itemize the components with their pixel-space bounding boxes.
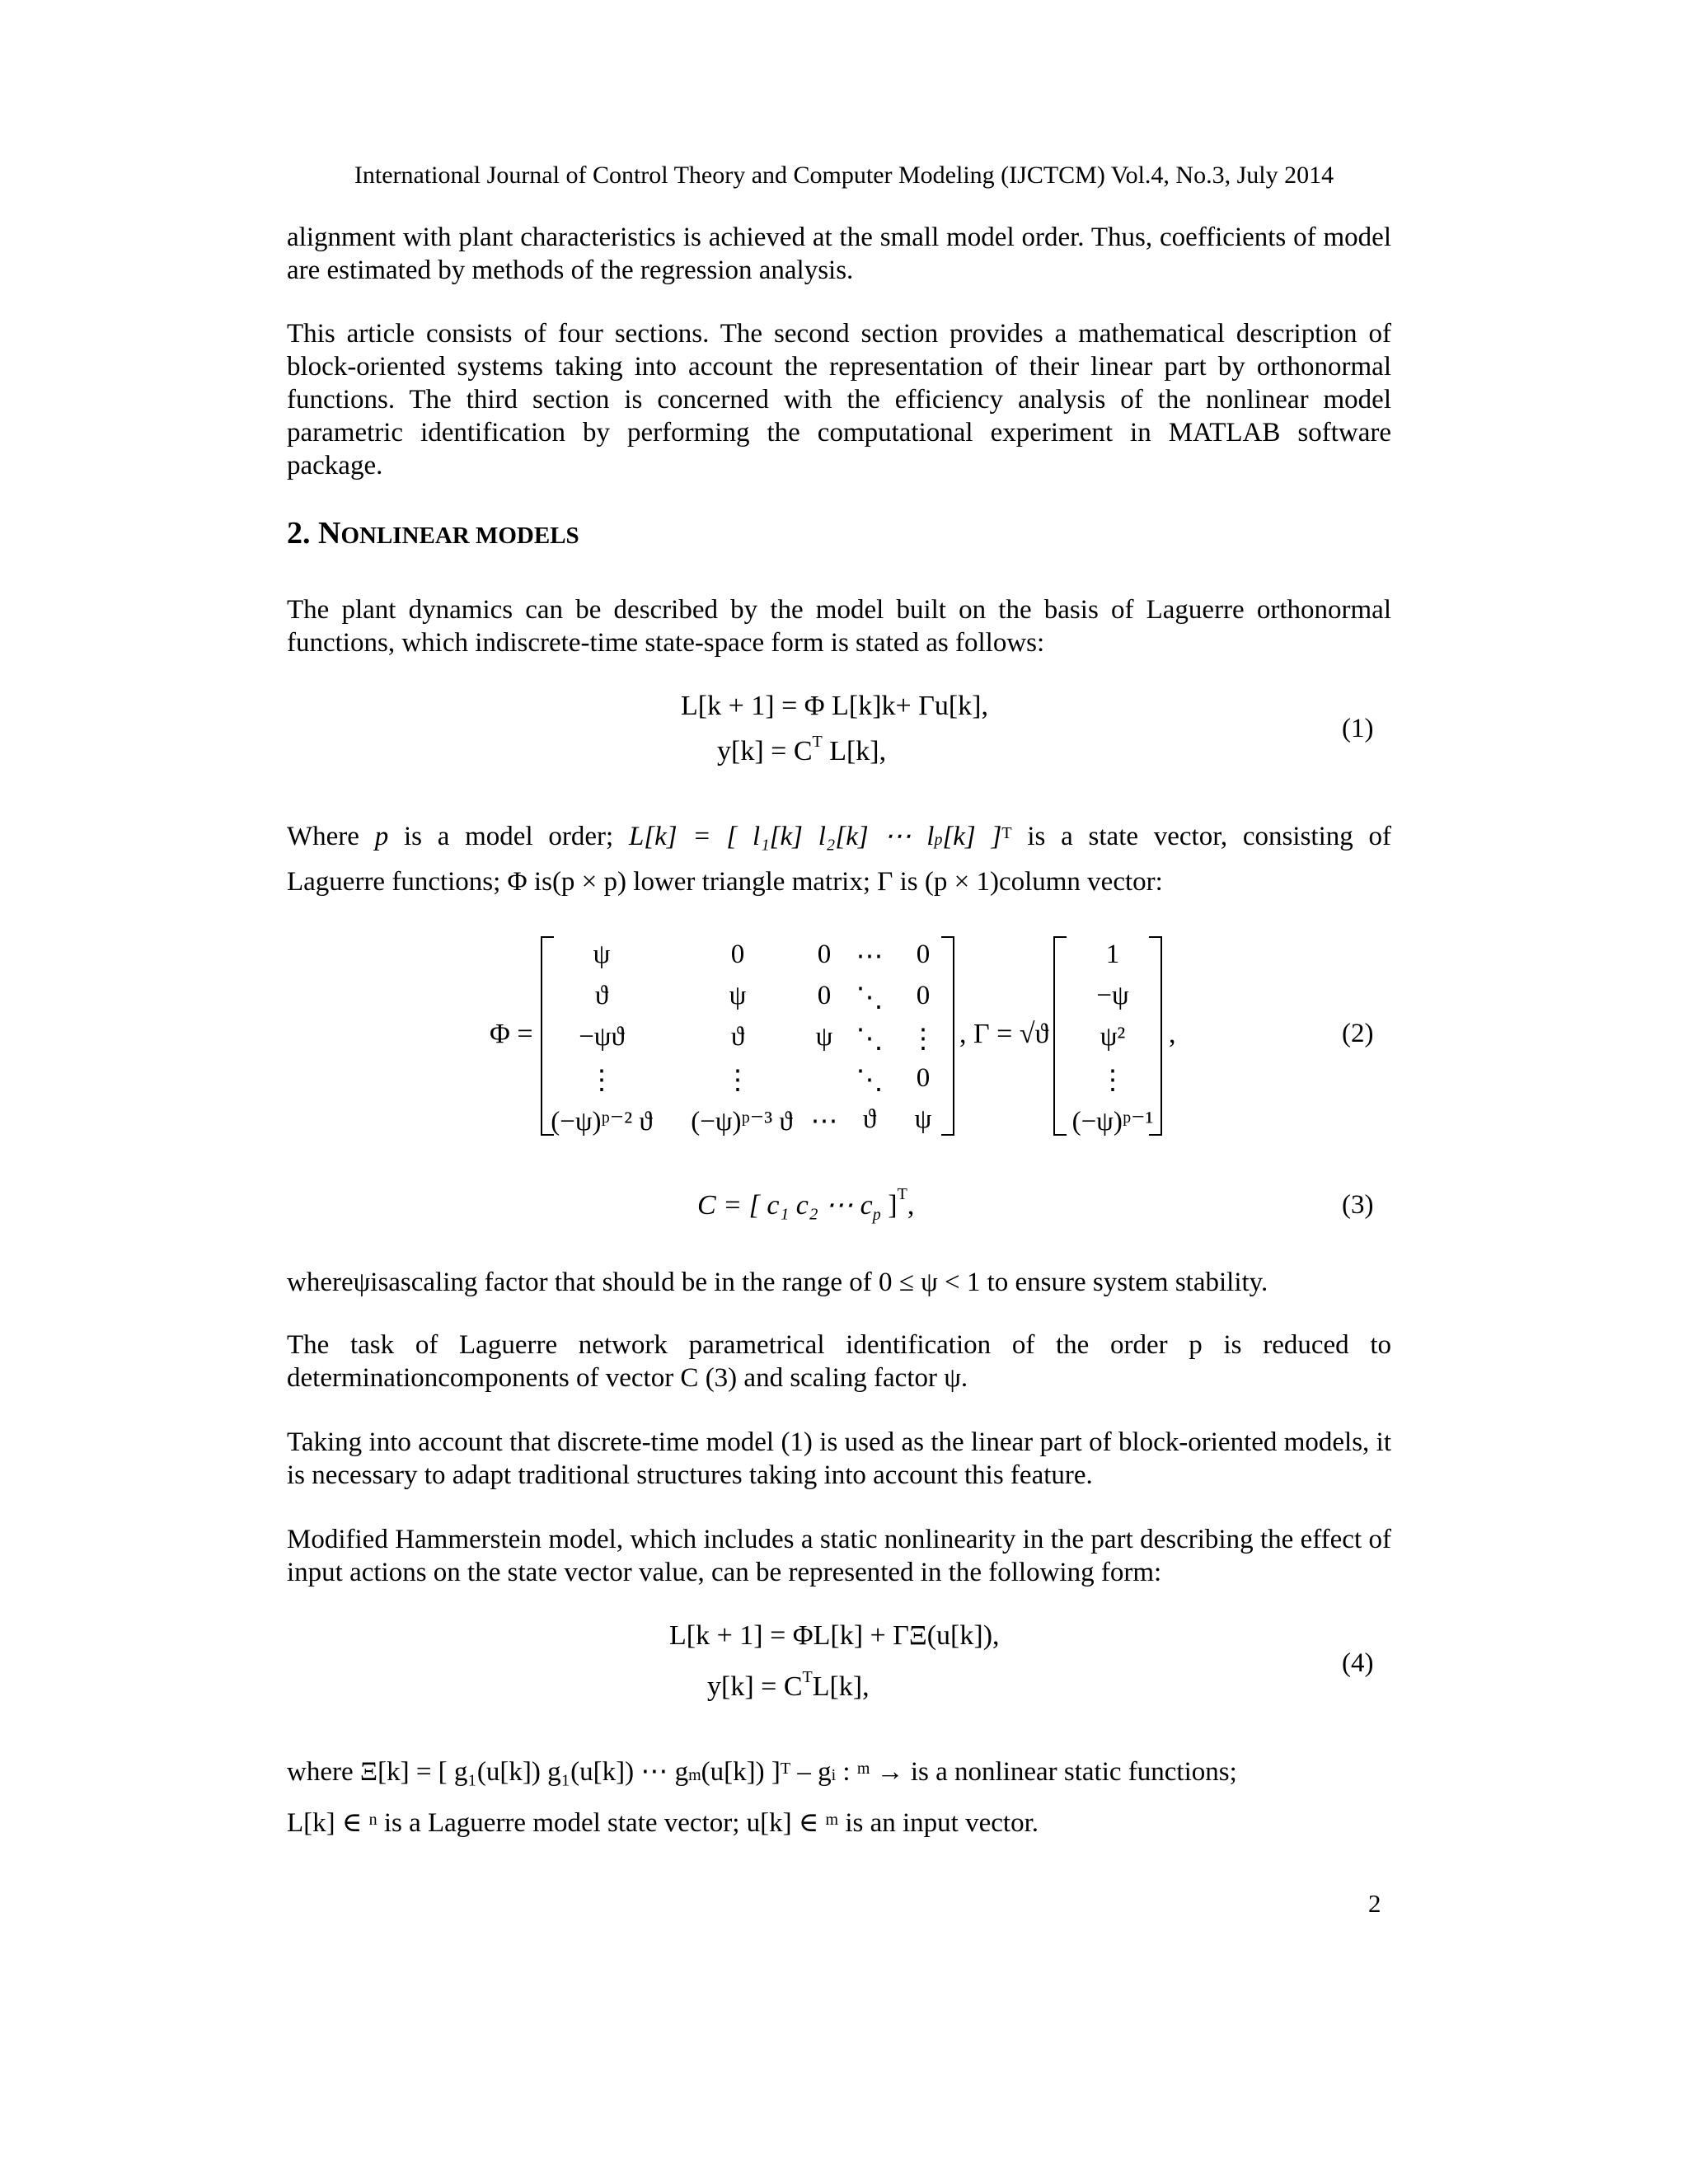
phi-cell: 0 (916, 1063, 931, 1093)
page-number: 2 (1368, 1889, 1381, 1918)
phi-cell: 0 (730, 940, 745, 969)
phi-cell: ϑ (730, 1022, 745, 1052)
phi-cell: ⋱ (856, 1066, 884, 1095)
phi-cell: ψ (914, 1104, 932, 1134)
phi-cell: ϑ (594, 981, 609, 1010)
gamma-cell: (−ψ)ᵖ⁻¹ (1071, 1107, 1154, 1137)
phi-cell: ψ (729, 981, 747, 1010)
paragraph-adapt: Taking into account that discrete-time model (1) is used as the linear part of block-oriented models, it is necessary to adapt traditional structures taking into account this feature. (287, 1427, 1391, 1490)
phi-cell: ⋱ (856, 1024, 884, 1054)
phi-cell: ψ (593, 940, 611, 969)
phi-cell: (−ψ)ᵖ⁻² ϑ (551, 1107, 653, 1137)
journal-header: International Journal of Control Theory and Computer Modeling (IJCTCM) Vol.4, No.3, July 2014 (354, 162, 1334, 189)
equation-2-comma: , (1169, 1019, 1176, 1049)
state-input-vector-line: L[k] ∈ $^n$ is a Laguerre model state vector; u[k] ∈ $^m$ is an input vector. (287, 1808, 1039, 1838)
xi-definition-line: where Ξ[k] = [ g₁(u[k]) g₁(u[k]) ⋯ $g_m(u[k])$ ]$^T - g_i$ : $^m$ → is a nonlinear static functions; (287, 1757, 1237, 1787)
gamma-cell: 1 (1105, 940, 1120, 969)
phi-cell: −ψϑ (579, 1022, 625, 1052)
gamma-label: , Γ = √ϑ (959, 1019, 1049, 1049)
phi-label: Φ = (490, 1019, 533, 1049)
paragraph-task: The task of Laguerre network parametrical identification of the order p is reduced to determinationcomponents of vector C (3) and scaling factor ψ. (287, 1330, 1391, 1393)
phi-cell: ψ (815, 1022, 833, 1052)
phi-cell: ⋱ (856, 983, 884, 1013)
equation-number-4: (4) (1342, 1648, 1374, 1678)
where-state-vector-line: Where p is a model order; L[k] = [ l₁[k] l₂[k] ⋯ $l_p[k]$ ]$^T$ is a state vector, consisting of (287, 822, 1391, 851)
phi-cell: ⋯ (810, 1107, 838, 1137)
phi-cell: 0 (916, 940, 931, 969)
phi-cell: ϑ (862, 1104, 877, 1134)
equation-4-line-1: L[k + 1] = ΦL[k] + ΓΞ(u[k]), (669, 1620, 1000, 1651)
paragraph-hammerstein: Modified Hammerstein model, which includes a static nonlinearity in the part describing the effect of input actions on the state vector value, can be represented in the following form: (287, 1525, 1391, 1587)
gamma-cell: ψ² (1100, 1022, 1126, 1052)
equation-number-1: (1) (1342, 714, 1374, 743)
equation-number-2: (2) (1342, 1019, 1374, 1048)
paragraph-plant-dynamics: The plant dynamics can be described by the model built on the basis of Laguerre orthonormal functions, which indiscrete-time state-space form is stated as follows: (287, 595, 1391, 658)
phi-cell: 0 (817, 940, 832, 969)
section-heading: 2. NONLINEAR MODELS (287, 516, 579, 551)
equation-4-line-2: $y[k] = C^TL[k]$, (707, 1668, 870, 1702)
equation-1-line-1: L[k + 1] = Φ L[k]k+ Γu[k], (681, 691, 989, 721)
phi-cell: (−ψ)ᵖ⁻³ ϑ (691, 1107, 793, 1137)
gamma-cell: ⋮ (1099, 1066, 1127, 1095)
phi-cell: 0 (817, 981, 832, 1010)
equation-number-3: (3) (1342, 1190, 1374, 1220)
laguerre-functions-line: Laguerre functions; Φ is(p × p) lower triangle matrix; Γ is (p × 1)column vector: (287, 867, 1163, 897)
scaling-factor-line: whereψisascaling factor that should be in the range of 0 ≤ ψ < 1 to ensure system stability. (287, 1268, 1268, 1297)
paragraph-sections: This article consists of four sections. The second section provides a mathematical description of block-oriented systems taking into account the representation of their linear part by orthonormal functions. The third section is concerned with the efficiency analysis of the nonlinear model parametric identification by performing the computational experiment in MATLAB software package. (287, 319, 1391, 480)
equation-3: C = [ c₁ c₂ ⋯ $c_p$ ]$^T$, (697, 1185, 915, 1224)
phi-cell: ⋮ (724, 1066, 752, 1095)
phi-cell: ⋯ (856, 942, 884, 972)
phi-cell: ⋮ (588, 1066, 616, 1095)
phi-cell: 0 (916, 981, 931, 1010)
gamma-cell: −ψ (1096, 981, 1129, 1010)
paragraph-intro: alignment with plant characteristics is achieved at the small model order. Thus, coefficients of model are estimated by methods of the regression analysis. (287, 223, 1391, 285)
phi-cell: ⋮ (909, 1024, 937, 1054)
equation-1-line-2: $y[k] = C^T$ L[k], (717, 733, 887, 766)
